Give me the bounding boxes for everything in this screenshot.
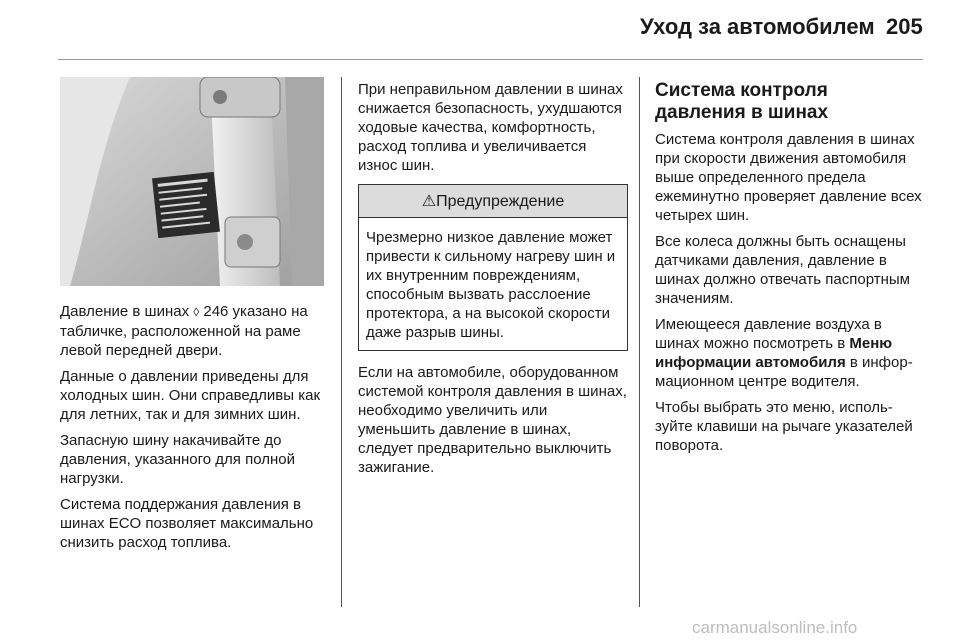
column-divider-2: [639, 77, 640, 607]
spare-tire-paragraph: Запасную шину накачивайте до давления, указанного для полной нагрузки.: [60, 432, 295, 487]
section-title: Система контроля давления в шинах: [655, 80, 829, 123]
page-number: 205: [886, 14, 923, 39]
warning-box: [358, 184, 628, 351]
cold-tires-paragraph: Данные о давлении приведены для холодных шин. Они справедливы как для летних, так и для зимних шин.: [60, 368, 321, 423]
pressure-adjust-paragraph: Если на автомобиле, оборудованном системой контроля давления в шинах, необходимо увеличить или уменьшить давление в шинах, следует предварительно выключить зажигание.: [358, 364, 627, 476]
page-reference-icon: ◊: [193, 305, 200, 319]
warning-header: [359, 185, 627, 218]
middle-column: [358, 80, 628, 484]
monitoring-system-paragraph: Система контроля давления в шинах при скорости движения автомобиля выше определенного предела ежеминутно проверяет давление всех четырех шин.: [655, 131, 922, 224]
eco-system-paragraph: Система поддержания давления в шинах ECO позволяет максимально снизить расход топлива.: [60, 496, 314, 551]
door-frame-tire-label-photo: [60, 77, 324, 286]
left-column: [60, 302, 328, 559]
header-divider: [58, 59, 923, 60]
tire-pressure-label-paragraph: Давление в шинах ◊ 246 указано на табличке, расположенной на раме левой передней двери.: [60, 303, 308, 359]
page-header-title: Уход за автомобилем: [640, 14, 875, 39]
sensors-paragraph: Все колеса должны быть оснащены датчиками давления, давление в шинах должно отвечать паспортным значениям.: [655, 233, 910, 307]
watermark-text: carmanualsonline.info: [692, 618, 858, 637]
incorrect-pressure-paragraph: При неправильном давлении в шинах снижается безопасность, ухудшаются ходовые качества, комфортность, расход топлива и увеличивается износ шин.: [358, 81, 623, 174]
vehicle-info-menu-term: Меню информации автомобиля: [655, 335, 893, 371]
view-pressure-paragraph: Имеющееся давление воздуха в шинах можно посмотреть в Меню информации автомобиля в информационном центре водителя.: [655, 316, 913, 390]
door-frame-illustration: [60, 77, 324, 286]
menu-select-paragraph: Чтобы выбрать это меню, используйте клавиши на рычаге указателей поворота.: [655, 399, 913, 454]
warning-body: Чрезмерно низкое давление может привести к сильному нагреву шин и их внутренним повреждениям, способным вызвать расслоение протектора, а на высокой скорости даже разрыв шины.: [366, 229, 616, 341]
column-divider-1: [341, 77, 342, 607]
warning-title: Предупреждение: [436, 193, 565, 210]
page-reference-link[interactable]: 246: [203, 303, 229, 320]
warning-icon: ⚠: [421, 193, 437, 210]
right-column: [655, 80, 923, 462]
